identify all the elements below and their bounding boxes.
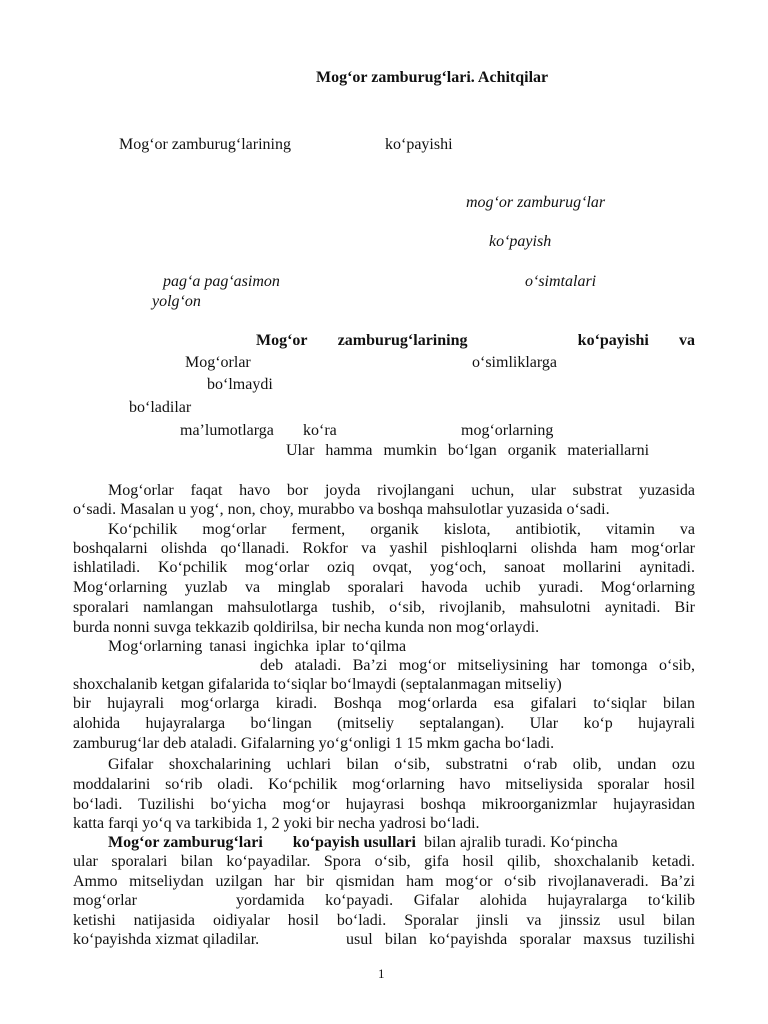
sparse-word: zamburug‘larining: [337, 332, 468, 349]
page-title: Mog‘or zamburug‘lari. Achitqilar: [316, 69, 549, 86]
paragraph-2-line-4: Mog‘orlarning yuzlab va minglab sporalari havoda uchib yuradi. Mog‘orlarning: [73, 579, 695, 596]
italic-fragment-1: mog‘or zamburug‘lar: [466, 194, 606, 211]
heading-fragment-right: ko‘payishi: [385, 136, 453, 153]
heading-fragment-left: Mog‘or zamburug‘larining: [119, 136, 291, 153]
sparse-text: Ular hamma mumkin bo‘lgan organik materiallarni: [286, 442, 650, 459]
paragraph-2-line-2: boshqalarni olishda qo‘llanadi. Rokfor va yashil pishloqlarni olishda ham mog‘orlar: [73, 540, 695, 557]
paragraph-3-line-3: shoxchalanib ketgan gifalarida to‘siqlar bo‘lmaydi (septalanmagan mitseliy): [73, 676, 562, 693]
sparse-line-2b: o‘simliklarga: [472, 354, 558, 371]
paragraph-2-line-1: Ko‘pchilik mog‘orlar ferment, organik kislota, antibiotik, vitamin va: [108, 521, 695, 538]
sparse-line-6: [286, 441, 695, 461]
paragraph-1-line-2: o‘sadi. Masalan u yog‘, non, choy, murabbo va boshqa mahsulotlar yuzasida o‘sadi.: [73, 501, 610, 518]
paragraph-5-line-6a: ko‘payishda xizmat qiladilar.: [73, 931, 260, 948]
paragraph-3-line-1: Mog‘orlarning tanasi ingichka iplar to‘qilma: [108, 638, 407, 655]
paragraph-4-line-4: katta farqi yo‘q va tarkibida 1, 2 yoki bir necha yadrosi bo‘ladi.: [73, 815, 480, 832]
sparse-line-4: bo‘ladilar: [129, 399, 192, 416]
paragraph-4-line-1: Gifalar shoxchalarining uchlari bilan o‘sib, substratni o‘rab olib, undan ozu: [108, 756, 695, 773]
sparse-line-2a: Mog‘orlar: [185, 354, 251, 371]
sparse-word: Mog‘or: [256, 332, 308, 349]
paragraph-3-line-4: bir hujayrali mog‘orlarga kiradi. Boshqa mog‘orlarda esa gifalari to‘siqlar bilan: [73, 695, 695, 712]
page-number: 1: [378, 966, 385, 981]
paragraph-3-line-6: zamburug‘lar deb ataladi. Gifalarning yo‘g‘onligi 1 15 mkm gacha bo‘ladi.: [73, 735, 555, 752]
italic-fragment-3a: pag‘a pag‘asimon: [163, 273, 280, 290]
sparse-line-1: [256, 331, 695, 351]
sparse-line-5a: ma’lumotlarga: [180, 422, 274, 439]
sparse-line-3: bo‘lmaydi: [207, 376, 273, 393]
paragraph-5-text: bilan ajralib turadi. Ko‘pincha: [423, 834, 618, 851]
paragraph-2-line-5: sporalari namlangan mahsulotlarga tushib, o‘sib, rivojlanib, mahsulotni aynitadi. Bir: [73, 599, 695, 616]
paragraph-1-line-1: Mog‘orlar faqat havo bor joyda rivojlangani uchun, ular substrat yuzasida: [108, 482, 695, 499]
bold-term-reproduction-methods: ko‘payish usullari: [292, 834, 416, 851]
sparse-word: va: [678, 332, 695, 349]
paragraph-3-line-5: alohida hujayralarga bo‘lingan (mitseliy septalangan). Ular ko‘p hujayrali: [73, 715, 695, 732]
paragraph-4-line-2: moddalarini so‘rib oladi. Ko‘pchilik mog‘orlarning havo mitseliysida sporalar hosil: [73, 776, 695, 793]
sparse-line-5b: ko‘ra: [303, 422, 337, 439]
paragraph-2-line-3: ishlatiladi. Ko‘pchilik mog‘orlar oziq ovqat, yog‘och, sanoat mollarini aynitadi.: [73, 559, 695, 576]
italic-fragment-3b: o‘simtalari: [525, 273, 597, 290]
sparse-line-5c: mog‘orlarning: [461, 422, 554, 439]
paragraph-2-line-6: burda nonni suvga tekkazib qoldirilsa, bir necha kunda non mog‘orlaydi.: [73, 619, 540, 636]
sparse-word: ko‘payishi: [577, 332, 649, 349]
paragraph-3-line-2: deb ataladi. Ba’zi mog‘or mitseliysining har tomonga o‘sib,: [260, 657, 695, 674]
paragraph-5-line-2: ular sporalari bilan ko‘payadilar. Spora o‘sib, gifa hosil qilib, shoxchalanib ketadi.: [73, 853, 695, 870]
italic-fragment-2: ko‘payish: [489, 233, 552, 250]
paragraph-5-line-5: ketishi natijasida oidiyalar hosil bo‘ladi. Sporalar jinsli va jinssiz usul bilan: [73, 912, 695, 929]
paragraph-5-line-4b: yordamida ko‘payadi. Gifalar alohida hujayralarga to‘kilib: [236, 892, 695, 909]
paragraph-5-line-3: Ammo mitseliydan uzilgan har bir qismidan ham mog‘or o‘sib rivojlanaveradi. Ba’zi: [73, 873, 695, 890]
paragraph-4-line-3: bo‘ladi. Tuzilishi bo‘yicha mog‘or hujayrasi boshqa mikroorganizmlar hujayrasidan: [73, 796, 695, 813]
paragraph-5-line-4a: mog‘orlar: [73, 892, 137, 909]
bold-term-mold-fungi: Mog‘or zamburug‘lari: [108, 834, 263, 851]
paragraph-5-line-1: [108, 833, 695, 853]
italic-fragment-4: yolg‘on: [152, 293, 201, 310]
paragraph-5-line-6b: usul bilan ko‘payishda sporalar maxsus tuzilishi: [346, 931, 695, 948]
